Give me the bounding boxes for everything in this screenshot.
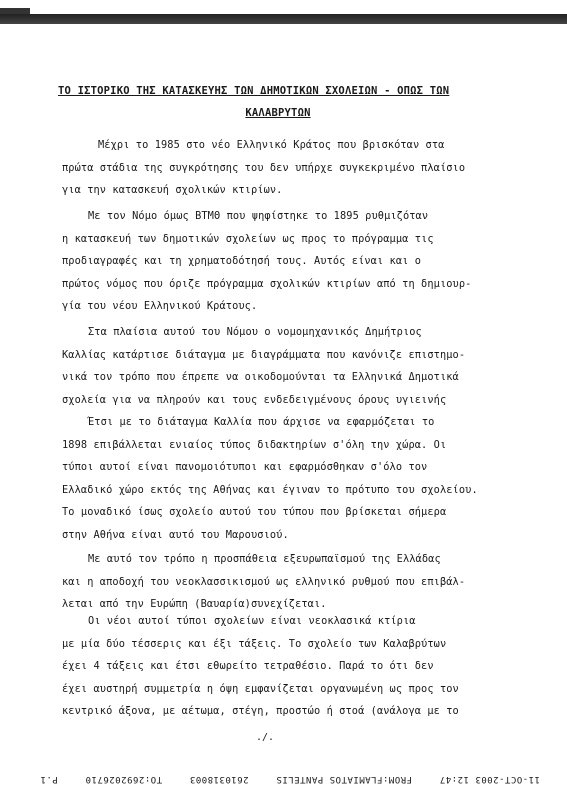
fax-date-time: 11-OCT-2003 12:47 <box>439 774 540 784</box>
paragraph-line: σχολεία για να πληρούν και τους ενδεδειγμένους όρους υγιεινής <box>62 393 447 406</box>
paragraph-line: η κατασκευή των δημοτικών σχολείων ως προς το πρόγραμμα τις <box>62 232 434 245</box>
continuation-mark: ./. <box>256 732 275 743</box>
paragraph-line: Έτσι με το διάταγμα Καλλία που άρχισε να εφαρμόζεται το <box>88 416 435 428</box>
paragraph-line: Καλλίας κατάρτισε διάταγμα με διαγράμματα που κανόνιζε επιστημο- <box>62 348 466 361</box>
paragraph-line: προδιαγραφές και τη χρηματοδότησή τους. Αυτός είναι και ο <box>62 255 422 267</box>
paragraph-line: Στα πλαίσια αυτού του Νόμου ο νομομηχανικός Δημήτριος <box>88 326 422 338</box>
paragraph-line: για την κατασκευή σχολικών κτιρίων. <box>62 184 283 196</box>
paragraph-line: Μέχρι το 1985 στο νέο Ελληνικό Κράτος που βρισκόταν στα <box>98 139 445 151</box>
fax-from-number: 2610318003 <box>189 774 249 784</box>
paragraph-line: Το μοναδικό ίσως σχολείο αυτού του τύπου που βρίσκεται σήμερα <box>62 506 447 518</box>
paragraph-line: στην Αθήνα είναι αυτό του Μαρουσιού. <box>62 528 289 541</box>
paragraph-line: Με αυτό τον τρόπο η προσπάθεια εξευρωπαϊσμού της Ελλάδας <box>88 553 441 565</box>
paragraph-line: με μία δύο τέσσερις και έξι τάξεις. Το σχολείο των Καλαβρύτων <box>62 637 447 650</box>
title-line-1: ΤΟ ΙΣΤΟΡΙΚΟ ΤΗΣ ΚΑΤΑΣΚΕΥΗΣ ΤΩΝ ΔΗΜΟΤΙΚΩΝ ΣΧΟΛΕΙΩΝ - ΟΠΩΣ ΤΩΝ <box>58 85 450 97</box>
paragraph-line: Με τον Νόμο όμως ΒΤΜΘ που ψηφίστηκε το 1895 ρυθμιζόταν <box>88 210 429 222</box>
title-line-2: ΚΑΛΑΒΡΥΤΩΝ <box>245 107 311 119</box>
document-title <box>58 80 498 124</box>
fax-from: FROM:FLAMIATOS PANTELIS <box>275 774 413 784</box>
paragraph-line: γία του νέου Ελληνικού Κράτους. <box>62 300 258 312</box>
paragraph-line: έχει αυστηρή συμμετρία η όψη εμφανίζεται οργανωμένη ως προς τον <box>62 682 459 695</box>
paragraph-2 <box>62 205 512 318</box>
fax-transmission-header <box>0 772 567 792</box>
paragraph-3 <box>62 321 512 546</box>
paragraph-1 <box>62 134 512 202</box>
paragraph-5 <box>62 610 512 723</box>
fax-to: TO:2692026710 <box>85 774 163 784</box>
paragraph-line: και η αποδοχή του νεοκλασσικισμού ως ελληνικό ρυθμού που επιβάλ- <box>62 575 466 588</box>
paragraph-line: 1898 επιβάλλεται ενιαίος τύπος διδακτηρίων σ'όλη την χώρα. Οι <box>62 438 447 451</box>
fax-page: P.1 <box>40 774 58 784</box>
paragraph-line: τύποι αυτοί είναι πανομοιότυποι και εφαρμόσθηκαν σ'όλο τον <box>62 461 428 473</box>
paragraph-line: πρώτα στάδια της συγκρότησης του δεν υπήρχε συγκεκριμένο πλαίσιο <box>62 161 466 174</box>
paragraph-line: έχει 4 τάξεις και έτσι εθωρείτο τετραθέσιο. Παρά το ότι δεν <box>62 660 434 672</box>
paragraph-line: νικά τον τρόπο που έπρεπε να οικοδομούνται τα Ελληνικά Δημοτικά <box>62 371 459 383</box>
paragraph-line: λεται από την Ευρώπη (Βαυαρία)συνεχίζεται. <box>62 598 327 610</box>
scan-top-bar <box>0 14 567 24</box>
paragraph-line: Οι νέοι αυτοί τύποι σχολείων είναι νεοκλασικά κτίρια <box>88 615 416 627</box>
paragraph-4 <box>62 548 512 616</box>
paragraph-line: κεντρικό άξονα, με αέτωμα, στέγη, προστώο ή στοά (ανάλογα με το <box>62 705 459 717</box>
paragraph-line: Ελλαδικό χώρο εκτός της Αθήνας και έγιναν το πρότυπο του σχολείου. <box>62 483 478 496</box>
paragraph-line: πρώτος νόμος που όριζε πρόγραμμα σχολικών κτιρίων από τη δημιουρ- <box>62 277 472 290</box>
